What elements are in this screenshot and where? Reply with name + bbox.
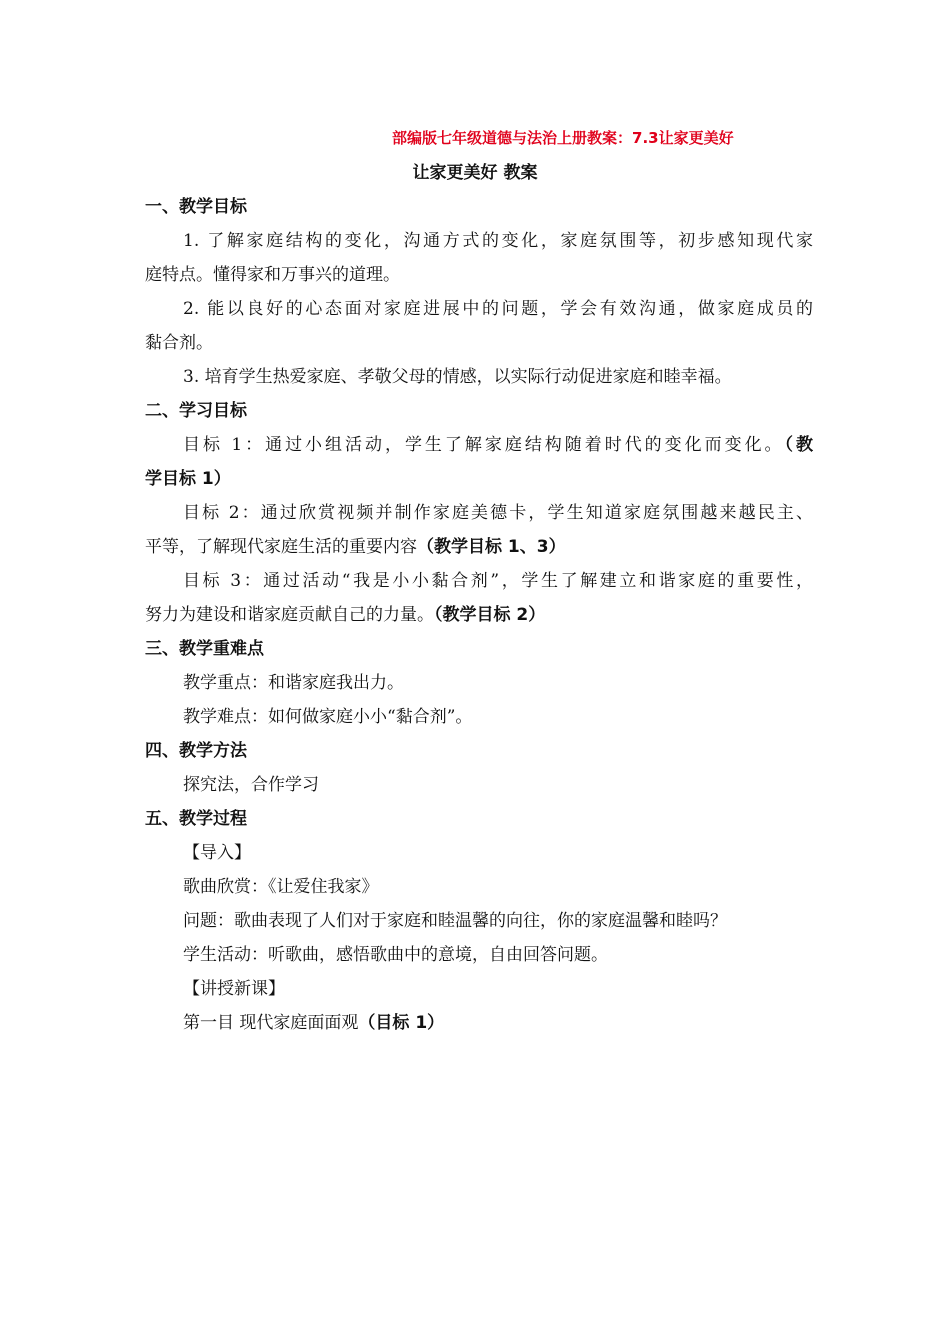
first-part-ref: （目标 1） bbox=[358, 1013, 445, 1033]
learning-goal-1-line-1 bbox=[145, 428, 813, 462]
learning-goal-2-ref: （教学目标 1、3） bbox=[417, 537, 566, 557]
learning-goal-1-ref: （教 bbox=[784, 435, 814, 455]
learning-goal-3-line-1: 目标 3：通过活动“我是小小黏合剂”，学生了解建立和谐家庭的重要性， bbox=[183, 571, 813, 591]
section-heading-process: 五、教学过程 bbox=[145, 809, 247, 829]
section-heading-methods: 四、教学方法 bbox=[145, 741, 247, 761]
learning-goal-1-text: 目标 1：通过小组活动，学生了解家庭结构随着时代的变化而变化。 bbox=[183, 435, 785, 455]
goal-2-line-1: 2. 能以良好的心态面对家庭进展中的问题，学会有效沟通，做家庭成员的 bbox=[183, 299, 813, 319]
song-appreciation: 歌曲欣赏：《让爱住我家》 bbox=[183, 877, 379, 897]
first-part-text: 第一目 现代家庭面面观 bbox=[183, 1013, 359, 1033]
section-heading-key-points: 三、教学重难点 bbox=[145, 639, 264, 659]
section-heading-learning-goals: 二、学习目标 bbox=[145, 401, 247, 421]
document-title: 让家更美好 教案 bbox=[412, 163, 538, 183]
intro-label: 【导入】 bbox=[183, 843, 251, 863]
learning-goal-3-line-2 bbox=[145, 598, 813, 632]
learning-goal-3-ref: （教学目标 2） bbox=[434, 605, 546, 625]
goal-1-line-2: 庭特点。懂得家和万事兴的道理。 bbox=[145, 265, 400, 285]
section-heading-teaching-goals: 一、教学目标 bbox=[145, 197, 247, 217]
goal-1-line-1: 1. 了解家庭结构的变化，沟通方式的变化，家庭氛围等，初步感知现代家 bbox=[183, 231, 813, 251]
document-body bbox=[145, 190, 813, 1040]
difficult-point: 教学难点：如何做家庭小小“黏合剂”。 bbox=[183, 707, 473, 727]
teaching-methods: 探究法，合作学习 bbox=[183, 775, 319, 795]
intro-question: 问题：歌曲表现了人们对于家庭和睦温馨的向往，你的家庭温馨和睦吗？ bbox=[183, 911, 727, 931]
first-part-title bbox=[145, 1006, 813, 1040]
student-activity: 学生活动：听歌曲，感悟歌曲中的意境，自由回答问题。 bbox=[183, 945, 608, 965]
learning-goal-3-text: 努力为建设和谐家庭贡献自己的力量。 bbox=[145, 605, 434, 625]
learning-goal-2-line-1: 目标 2：通过欣赏视频并制作家庭美德卡，学生知道家庭氛围越来越民主、 bbox=[183, 503, 813, 523]
new-lesson-label: 【讲授新课】 bbox=[183, 979, 285, 999]
learning-goal-1-line-2: 学目标 1） bbox=[145, 469, 231, 489]
learning-goal-2-line-2 bbox=[145, 530, 813, 564]
goal-2-line-2: 黏合剂。 bbox=[145, 333, 213, 353]
learning-goal-2-text: 平等，了解现代家庭生活的重要内容 bbox=[145, 537, 417, 557]
document-header: 部编版七年级道德与法治上册教案：7.3让家更美好 bbox=[392, 129, 734, 147]
goal-3: 3. 培育学生热爱家庭、孝敬父母的情感，以实际行动促进家庭和睦幸福。 bbox=[183, 367, 732, 387]
key-point: 教学重点：和谐家庭我出力。 bbox=[183, 673, 404, 693]
